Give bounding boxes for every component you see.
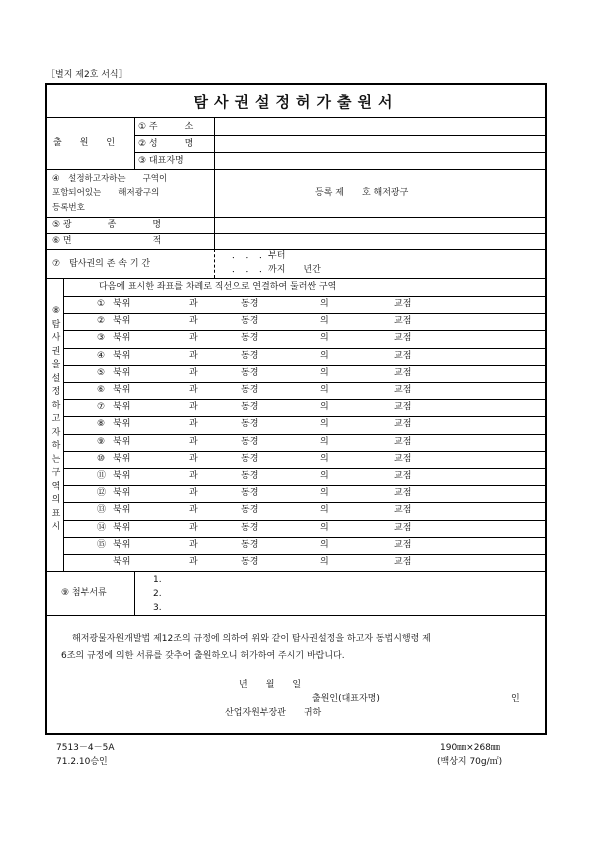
coordinate-lat: 북위 (113, 505, 131, 516)
coordinate-lat: 북위 (113, 385, 131, 395)
coordinate-lat: 북위 (113, 333, 131, 344)
footer-paper: (백상지 70g/㎡) (437, 757, 503, 767)
coordinate-lat: 북위 (113, 350, 131, 361)
coordinate-no: ③ (97, 333, 106, 344)
applicant-signature-label: 출원인(대표자명) (312, 694, 380, 704)
coordinate-lon: 동경 (241, 402, 259, 413)
coordinate-no: ① (97, 299, 106, 309)
coordinate-lon: 동경 (241, 333, 259, 344)
application-form (45, 83, 547, 735)
statement-line1: 해저광물자원개발법 제12조의 규정에 의하여 위와 같이 탐사권설정을 하고자 동법시행령 제 (72, 634, 431, 644)
coordinate-c: 교점 (394, 385, 412, 395)
coordinate-lat: 북위 (113, 436, 131, 447)
coordinate-c: 교점 (394, 471, 412, 481)
coordinate-lon: 동경 (241, 436, 259, 447)
coordinate-lon: 동경 (241, 539, 259, 550)
area-field[interactable] (215, 233, 547, 249)
mineral-type-label: ⑤ 광 종 명 (52, 220, 162, 230)
coordinate-c: 교점 (394, 419, 412, 430)
coordinate-lat: 북위 (113, 453, 131, 464)
coordinate-no: ② (97, 316, 106, 327)
coordinate-a: 과 (189, 402, 198, 413)
area-label: ⑥ 면 적 (52, 236, 162, 246)
coordinate-c: 교점 (394, 350, 412, 361)
coordinate-row[interactable] (64, 313, 547, 330)
coordinate-c: 교점 (394, 488, 412, 499)
zone-section-label-text: ⑧탐사권을설정하고자하는구역의표시 (51, 306, 61, 532)
coordinate-c: 교점 (394, 402, 412, 413)
coordinate-lat: 북위 (113, 522, 131, 533)
coordinate-lon: 동경 (241, 299, 259, 309)
zone-section-label (49, 305, 63, 535)
coordinate-lon: 동경 (241, 367, 259, 378)
coordinate-lat: 북위 (113, 367, 131, 378)
coordinate-row[interactable] (64, 554, 547, 571)
coordinate-b: 의 (320, 557, 329, 567)
coordinate-lat: 북위 (113, 557, 131, 567)
coordinate-b: 의 (320, 453, 329, 464)
coordinate-b: 의 (320, 522, 329, 533)
coordinate-b: 의 (320, 385, 329, 395)
coordinate-lon: 동경 (241, 471, 259, 481)
coordinate-row[interactable] (64, 416, 547, 433)
rule (47, 615, 545, 616)
coordinate-b: 의 (320, 419, 329, 430)
attachments-label: ⑨ 첨부서류 (61, 588, 107, 598)
coordinate-no: ⑦ (97, 402, 106, 413)
coordinate-lat: 북위 (113, 471, 131, 481)
coordinate-no: ⑥ (97, 385, 106, 395)
form-title: 탐사권설정허가출원서 (193, 93, 399, 111)
coordinate-lon: 동경 (241, 488, 259, 499)
coordinate-lon: 동경 (241, 505, 259, 516)
coordinate-lat: 북위 (113, 299, 131, 309)
address-field[interactable] (215, 117, 547, 135)
coordinate-row[interactable] (64, 296, 547, 313)
coordinate-b: 의 (320, 488, 329, 499)
registration-label-line1: ④ 설정하고자하는 구역이 (52, 174, 168, 184)
coordinate-b: 의 (320, 436, 329, 447)
coordinate-c: 교점 (394, 522, 412, 533)
duration-label: ⑦ 탐사권의 존 속 기 간 (52, 259, 151, 269)
coordinate-lat: 북위 (113, 316, 131, 327)
coordinate-lat: 북위 (113, 402, 131, 413)
coordinate-no: ⑩ (97, 453, 106, 464)
coordinate-b: 의 (320, 333, 329, 344)
coordinate-row[interactable] (64, 382, 547, 399)
recipient: 산업자원부장관 귀하 (225, 708, 322, 718)
coordinate-row[interactable] (64, 485, 547, 502)
mineral-type-field[interactable] (215, 217, 547, 233)
coordinate-row[interactable] (64, 399, 547, 416)
coordinate-lon: 동경 (241, 350, 259, 361)
footer-code: 7513－4－5A (56, 743, 115, 753)
coordinate-a: 과 (189, 471, 198, 481)
coordinate-a: 과 (189, 419, 198, 430)
coordinate-c: 교점 (394, 299, 412, 309)
coordinate-c: 교점 (394, 436, 412, 447)
coordinate-c: 교점 (394, 453, 412, 464)
coordinate-b: 의 (320, 367, 329, 378)
coordinate-lon: 동경 (241, 419, 259, 430)
rule (47, 278, 545, 279)
coordinate-c: 교점 (394, 557, 412, 567)
name-field[interactable] (215, 135, 547, 152)
coordinate-no: ⑭ (97, 522, 107, 533)
coordinate-row[interactable] (64, 468, 547, 485)
coordinate-row[interactable] (64, 348, 547, 365)
coordinate-row[interactable] (64, 520, 547, 537)
coordinate-a: 과 (189, 316, 198, 327)
coordinate-a: 과 (189, 539, 198, 550)
coordinate-b: 의 (320, 350, 329, 361)
coordinate-a: 과 (189, 350, 198, 361)
registration-value[interactable]: 등록 제 호 해저광구 (315, 188, 409, 198)
name-label: ② 성 명 (138, 139, 194, 149)
coordinate-no: ⑪ (97, 471, 107, 481)
registration-label-line3: 등록번호 (52, 203, 85, 213)
rule (134, 571, 135, 615)
coordinate-c: 교점 (394, 367, 412, 378)
coordinate-row[interactable] (64, 434, 547, 451)
seal-mark: 인 (511, 694, 520, 704)
coordinate-b: 의 (320, 471, 329, 481)
coordinate-c: 교점 (394, 316, 412, 327)
coordinate-lat: 북위 (113, 539, 131, 550)
coordinate-lon: 동경 (241, 316, 259, 327)
coordinate-no: ④ (97, 350, 106, 361)
coordinate-no: ⑬ (97, 505, 107, 516)
coordinate-c: 교점 (394, 333, 412, 344)
coordinate-lat: 북위 (113, 419, 131, 430)
coordinate-a: 과 (189, 385, 198, 395)
duration-to[interactable]: ． ． ．까지 년간 (232, 265, 321, 275)
representative-label: ③ 대표자명 (138, 156, 184, 166)
coordinate-b: 의 (320, 299, 329, 309)
registration-label-line2: 포함되어있는 해저광구의 (52, 188, 160, 198)
attachment-1[interactable]: 1. (153, 575, 162, 585)
zone-header: 다음에 표시한 좌표를 차례로 직선으로 연결하여 둘러싼 구역 (99, 282, 337, 292)
coordinate-a: 과 (189, 488, 198, 499)
date-line[interactable]: 년 월 일 (239, 680, 302, 690)
coordinate-lon: 동경 (241, 557, 259, 567)
coordinate-row[interactable] (64, 451, 547, 468)
applicant-label: 출 원 인 (53, 138, 116, 148)
representative-field[interactable] (215, 152, 547, 169)
coordinate-a: 과 (189, 333, 198, 344)
coordinate-row[interactable] (64, 330, 547, 347)
duration-from[interactable]: ． ． ．부터 (232, 251, 286, 261)
coordinate-a: 과 (189, 367, 198, 378)
coordinate-a: 과 (189, 557, 198, 567)
rule (47, 249, 545, 250)
coordinate-no: ⑨ (97, 436, 106, 447)
coordinate-a: 과 (189, 453, 198, 464)
coordinate-c: 교점 (394, 505, 412, 516)
coordinate-row[interactable] (64, 537, 547, 554)
attachment-3[interactable]: 3. (153, 603, 162, 613)
coordinate-no: ⑫ (97, 488, 107, 499)
coordinate-a: 과 (189, 505, 198, 516)
rule (47, 169, 545, 170)
coordinate-b: 의 (320, 539, 329, 550)
coordinate-lon: 동경 (241, 385, 259, 395)
rule (134, 117, 135, 169)
coordinate-no: ⑮ (97, 539, 107, 550)
coordinate-a: 과 (189, 436, 198, 447)
footer-approval: 71.2.10승인 (56, 757, 108, 767)
attachment-2[interactable]: 2. (153, 589, 162, 599)
statement-line2: 6조의 규정에 의한 서류를 갖추어 출원하오니 허가하여 주시기 바랍니다. (61, 651, 345, 661)
form-number-label: ［별지 제2호 서식］ (46, 70, 128, 80)
coordinate-row[interactable] (64, 365, 547, 382)
coordinate-no: ⑤ (97, 367, 106, 378)
coordinate-lon: 동경 (241, 453, 259, 464)
footer-size: 190㎜×268㎜ (440, 743, 500, 753)
coordinate-a: 과 (189, 522, 198, 533)
coordinate-no: ⑧ (97, 419, 106, 430)
address-label: ① 주 소 (138, 122, 194, 132)
rule (214, 249, 215, 278)
coordinate-b: 의 (320, 316, 329, 327)
coordinate-row[interactable] (64, 502, 547, 519)
coordinate-lon: 동경 (241, 522, 259, 533)
coordinate-a: 과 (189, 299, 198, 309)
coordinate-c: 교점 (394, 539, 412, 550)
coordinate-b: 의 (320, 402, 329, 413)
coordinate-b: 의 (320, 505, 329, 516)
coordinate-lat: 북위 (113, 488, 131, 499)
